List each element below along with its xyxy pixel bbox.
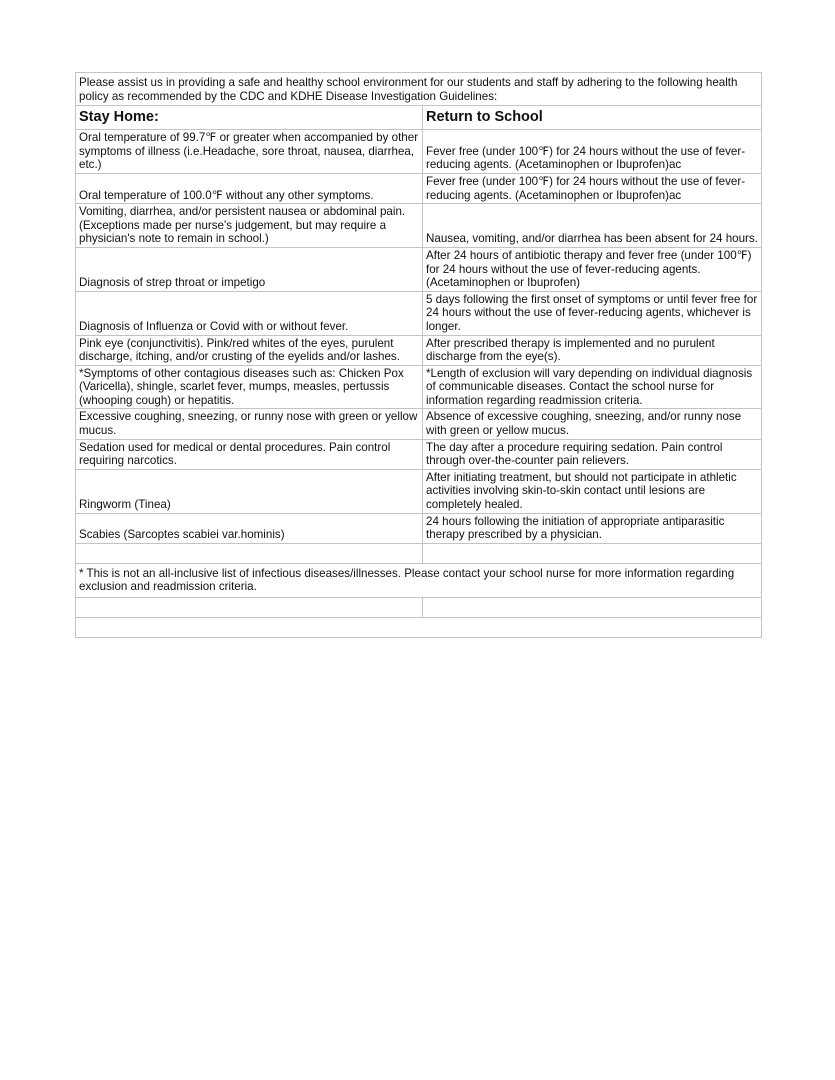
blank-row	[76, 598, 762, 618]
table-row	[76, 469, 762, 513]
stay-home-cell: Oral temperature of 100.0℉ without any other symptoms.	[76, 173, 423, 203]
blank-row	[76, 543, 762, 563]
table-row	[76, 335, 762, 365]
stay-home-cell: Diagnosis of strep throat or impetigo	[76, 247, 423, 291]
blank-cell	[423, 598, 762, 618]
blank-cell	[76, 598, 423, 618]
return-cell: *Length of exclusion will vary depending on individual diagnosis of communicable diseases. Contact the school nurse for information regarding readmission criteria.	[423, 365, 762, 409]
stay-home-cell: Pink eye (conjunctivitis). Pink/red whites of the eyes, purulent discharge, itching, and/or crusting of the eyelids and/or lashes.	[76, 335, 423, 365]
blank-cell	[76, 543, 423, 563]
stay-home-cell: Scabies (Sarcoptes scabiei var.hominis)	[76, 513, 423, 543]
stay-home-cell: Sedation used for medical or dental procedures. Pain control requiring narcotics.	[76, 439, 423, 469]
footnote-text: * This is not an all-inclusive list of infectious diseases/illnesses. Please contact your school nurse for more information regarding exclusion and readmission criteria.	[76, 563, 762, 597]
table-row	[76, 247, 762, 291]
return-cell: Fever free (under 100℉) for 24 hours without the use of fever-reducing agents. (Acetaminophen or Ibuprofen)ac	[423, 173, 762, 203]
return-cell: 24 hours following the initiation of appropriate antiparasitic therapy prescribed by a physician.	[423, 513, 762, 543]
return-to-school-header: Return to School	[423, 106, 762, 130]
stay-home-cell: *Symptoms of other contagious diseases such as: Chicken Pox (Varicella), shingle, scarlet fever, mumps, measles, pertussis (whooping cough) or hepatitis.	[76, 365, 423, 409]
stay-home-header: Stay Home:	[76, 106, 423, 130]
return-cell: The day after a procedure requiring sedation. Pain control through over-the-counter pain relievers.	[423, 439, 762, 469]
table-row	[76, 173, 762, 203]
stay-home-cell: Ringworm (Tinea)	[76, 469, 423, 513]
document-page	[75, 72, 761, 638]
table-row	[76, 204, 762, 248]
table-row	[76, 409, 762, 439]
footnote-row	[76, 563, 762, 597]
table-header-row	[76, 106, 762, 130]
return-cell: 5 days following the first onset of symptoms or until fever free for 24 hours without the use of fever-reducing agents, whichever is longer.	[423, 291, 762, 335]
return-cell: After initiating treatment, but should not participate in athletic activities involving skin-to-skin contact until lesions are completely healed.	[423, 469, 762, 513]
return-cell: Fever free (under 100℉) for 24 hours without the use of fever-reducing agents. (Acetaminophen or Ibuprofen)ac	[423, 130, 762, 174]
table-row	[76, 130, 762, 174]
stay-home-cell: Vomiting, diarrhea, and/or persistent nausea or abdominal pain. (Exceptions made per nurse's judgement, but may require a physician's note to remain in school.)	[76, 204, 423, 248]
table-row	[76, 513, 762, 543]
stay-home-cell: Excessive coughing, sneezing, or runny nose with green or yellow mucus.	[76, 409, 423, 439]
return-cell: After prescribed therapy is implemented and no purulent discharge from the eye(s).	[423, 335, 762, 365]
table-row	[76, 439, 762, 469]
table-row	[76, 365, 762, 409]
blank-row	[76, 618, 762, 638]
blank-cell	[76, 618, 762, 638]
return-cell: After 24 hours of antibiotic therapy and fever free (under 100℉) for 24 hours without the use of fever-reducing agents. (Acetaminophen or Ibuprofen)	[423, 247, 762, 291]
return-cell: Absence of excessive coughing, sneezing, and/or runny nose with green or yellow mucus.	[423, 409, 762, 439]
table-row	[76, 291, 762, 335]
health-policy-table	[75, 72, 762, 638]
intro-row	[76, 73, 762, 106]
return-cell: Nausea, vomiting, and/or diarrhea has been absent for 24 hours.	[423, 204, 762, 248]
stay-home-cell: Diagnosis of Influenza or Covid with or without fever.	[76, 291, 423, 335]
intro-text: Please assist us in providing a safe and healthy school environment for our students and staff by adhering to the following health policy as recommended by the CDC and KDHE Disease Investigation Guidelines:	[76, 73, 762, 106]
stay-home-cell: Oral temperature of 99.7℉ or greater when accompanied by other symptoms of illness (i.e.Headache, sore throat, nausea, diarrhea, etc.)	[76, 130, 423, 174]
blank-cell	[423, 543, 762, 563]
